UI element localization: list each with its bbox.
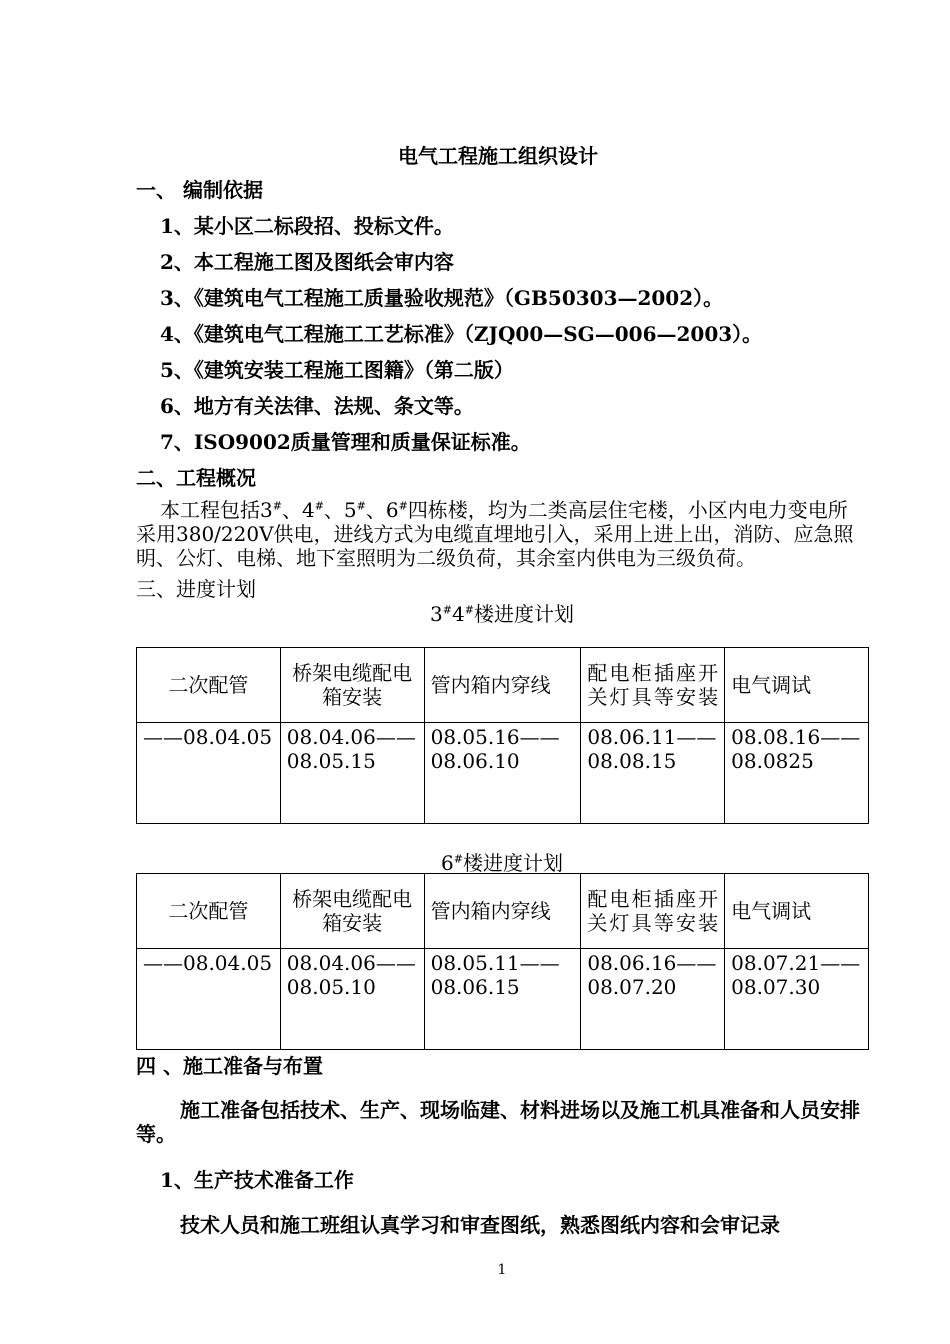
section4-heading: 四 、施工准备与布置 (136, 1054, 323, 1078)
document-title: 电气工程施工组织设计 (398, 144, 598, 168)
table2-caption: 6#楼进度计划 (441, 851, 563, 875)
section2-heading: 二、工程概况 (136, 466, 256, 490)
project-overview-paragraph: 本工程包括3#、4#、5#、6#四栋楼，均为二类高层住宅楼，小区内电力变电所采用380/220V供电，进线方式为电缆直埋地引入，采用上进上出，消防、应急照明、公灯、电梯、地下室照明为二级负荷，其余室内供电为三级负荷。 (136, 498, 854, 570)
table-cell: ——08.04.05 (137, 949, 281, 1050)
schedule-table-1 (136, 647, 869, 824)
table-header-cell: 管内箱内穿线 (424, 874, 581, 949)
basis-item-2: 2、本工程施工图及图纸会审内容 (160, 250, 454, 274)
table-header-cell: 配电柜插座开关灯具等安装 (581, 874, 725, 949)
table1-caption: 3#4#楼进度计划 (430, 602, 574, 626)
table-header-cell: 桥架电缆配电箱安装 (280, 874, 424, 949)
table-cell: 08.06.11——08.08.15 (581, 723, 725, 824)
table-cell: 08.04.06——08.05.10 (280, 949, 424, 1050)
table-header-cell: 电气调试 (725, 874, 869, 949)
table-cell: 08.05.16——08.06.10 (424, 723, 581, 824)
page-number: 1 (497, 1262, 507, 1278)
table-header-cell: 电气调试 (725, 648, 869, 723)
table-cell: 08.08.16——08.0825 (725, 723, 869, 824)
basis-item-5: 5、《建筑安装工程施工图籍》（第二版） (160, 358, 514, 382)
table-header-cell: 管内箱内穿线 (424, 648, 581, 723)
basis-item-7: 7、ISO9002质量管理和质量保证标准。 (160, 430, 531, 454)
section1-heading: 一、 编制依据 (136, 178, 263, 202)
preparation-paragraph: 施工准备包括技术、生产、现场临建、材料进场以及施工机具准备和人员安排等。 (136, 1098, 860, 1146)
table-header-cell: 桥架电缆配电箱安装 (280, 648, 424, 723)
table-header-cell: 二次配管 (137, 648, 281, 723)
table-cell: 08.07.21——08.07.30 (725, 949, 869, 1050)
basis-item-6: 6、地方有关法律、法规、条文等。 (160, 394, 474, 418)
table-cell: ——08.04.05 (137, 723, 281, 824)
basis-item-1: 1、某小区二标段招、投标文件。 (160, 214, 454, 238)
table-cell: 08.04.06——08.05.15 (280, 723, 424, 824)
table-header-cell: 二次配管 (137, 874, 281, 949)
table-header-cell: 配电柜插座开关灯具等安装 (581, 648, 725, 723)
basis-item-4: 4、《建筑电气工程施工工艺标准》（ZJQ00—SG—006—2003）。 (160, 322, 763, 346)
table-cell: 08.05.11——08.06.15 (424, 949, 581, 1050)
subsection-heading: 1、生产技术准备工作 (160, 1168, 354, 1192)
basis-item-3: 3、《建筑电气工程施工质量验收规范》（GB50303—2002）。 (160, 286, 724, 310)
schedule-table-2 (136, 873, 869, 1050)
table-cell: 08.06.16——08.07.20 (581, 949, 725, 1050)
technical-paragraph: 技术人员和施工班组认真学习和审查图纸，熟悉图纸内容和会审记录 (180, 1213, 780, 1237)
section3-heading: 三、进度计划 (136, 577, 256, 601)
